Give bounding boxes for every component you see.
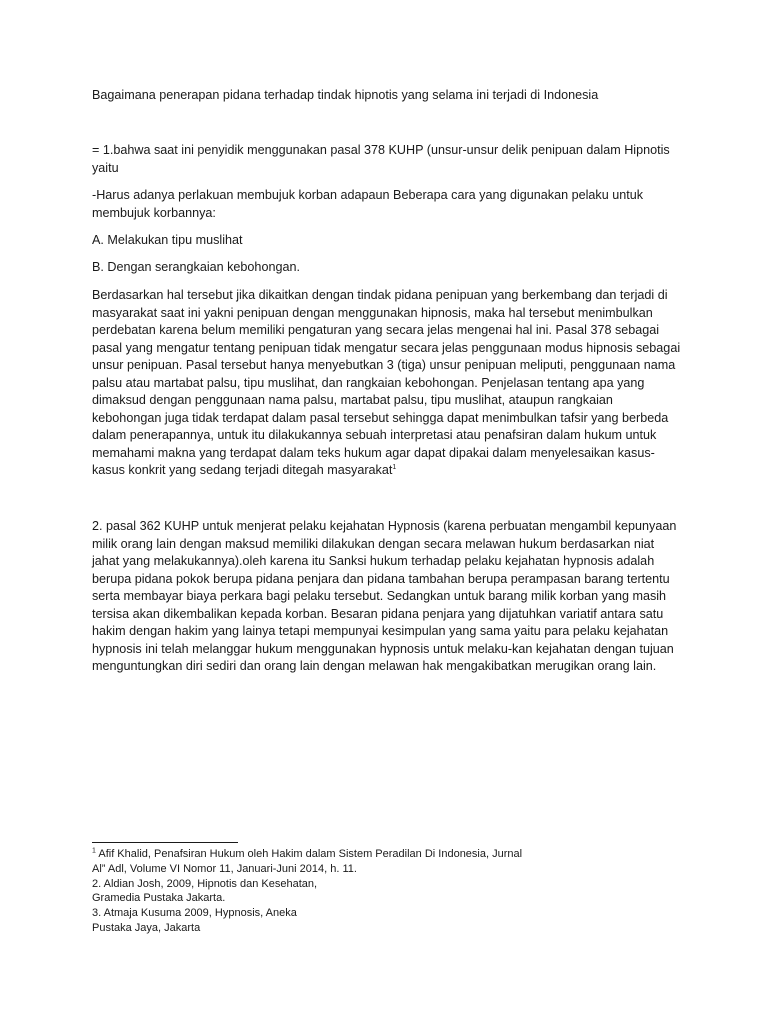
footnote-separator (92, 842, 238, 843)
requirement-paragraph: -Harus adanya perlakuan membujuk korban adapaun Beberapa cara yang digunakan pelaku untuk membujuk korbannya: (92, 188, 644, 220)
footnote-line: 2. Aldian Josh, 2009, Hipnotis dan Kesehatan, (92, 877, 318, 890)
footnotes (92, 847, 612, 936)
analysis-text: Berdasarkan hal tersebut jika dikaitkan dengan tindak pidana penipuan yang berkembang dan terjadi di masyarakat saat ini yakni penipuan dengan menggunakan hipnosis, maka hal tersebut menimbulkan perdebatan karena belum memiliki pengaturan yang secara jelas mengenai hal ini. Pasal 378 sebagai pasal yang mengatur tentang penipuan tidak mengatur secara jelas penggunaan modus hipnosis sebagai unsur penipuan. Pasal tersebut hanya menyebutkan 3 (tiga) unsur penipuan meliputi, penggunaan nama palsu atau martabat palsu, tipu muslihat, dan rangkaian kebohongan. Penjelasan tentang apa yang dimaksud dengan penggunaan nama palsu, martabat palsu, tipu muslihat, ataupun rangkaian kebohongan juga tidak terdapat dalam pasal tersebut sehingga dapat menimbulkan tafsir yang berbeda dalam penerapannya, untuk itu dilakukannya sebuah interpretasi atau penafsiran dalam hukum untuk memahami makna yang terdapat dalam teks hukum agar dapat dipakai dalam menyelesaikan kasus-kasus konkrit yang sedang terjadi ditegah masyarakat (92, 288, 681, 477)
analysis-paragraph (92, 287, 682, 480)
footnote-line: 3. Atmaja Kusuma 2009, Hypnosis, Aneka (92, 907, 297, 920)
footnote-line: Gramedia Pustaka Jakarta. (92, 892, 226, 905)
footnote-line: Al” Adl, Volume VI Nomor 11, Januari-Juni 2014, h. 11. (92, 862, 357, 875)
footnote-marker: 1 (92, 847, 96, 855)
footnote-reference-marker: 1 (392, 463, 397, 471)
footnote-line-text: Afif Khalid, Penafsiran Hukum oleh Hakim dalam Sistem Peradilan Di Indonesia, Jurnal (98, 848, 523, 860)
option-a: A. Melakukan tipu muslihat (92, 233, 243, 247)
point-1-paragraph: = 1.bahwa saat ini penyidik menggunakan pasal 378 KUHP (unsur-unsur delik penipuan dalam Hipnotis yaitu (92, 143, 670, 175)
footnote-line (92, 847, 612, 862)
point-2-paragraph: 2. pasal 362 KUHP untuk menjerat pelaku kejahatan Hypnosis (karena perbuatan mengambil kepunyaan milik orang lain dengan maksud memiliki dilakukan dengan secara melawan hukum berdasarkan niat jahat yang melakukannya).oleh karena itu Sanksi hukum terhadap pelaku kejahatan hypnosis adalah berupa pidana pokok berupa pidana penjara dan pidana tambahan berupa perampasan barang tertentu serta membayar biaya perkara bagi pelaku tersebut. Sedangkan untuk barang milik korban yang masih tersisa akan dikembalikan kepada korban. Besaran pidana penjara yang dijatuhkan variatif antara satu hakim dengan hakim yang lainya tetapi mempunyai kesimpulan yang sama yaitu para pelaku kejahatan hypnosis ini telah melanggar hukum menggunakan hypnosis untuk melaku-kan kejahatan dengan tujuan menguntungkan diri sediri dan orang lain dengan melawan hak mengakibatkan merugikan orang lain. (92, 519, 677, 673)
question-heading: Bagaimana penerapan pidana terhadap tindak hipnotis yang selama ini terjadi di Indonesia (92, 88, 599, 102)
footnote-line: Pustaka Jaya, Jakarta (92, 921, 201, 934)
option-b: B. Dengan serangkaian kebohongan. (92, 260, 300, 274)
